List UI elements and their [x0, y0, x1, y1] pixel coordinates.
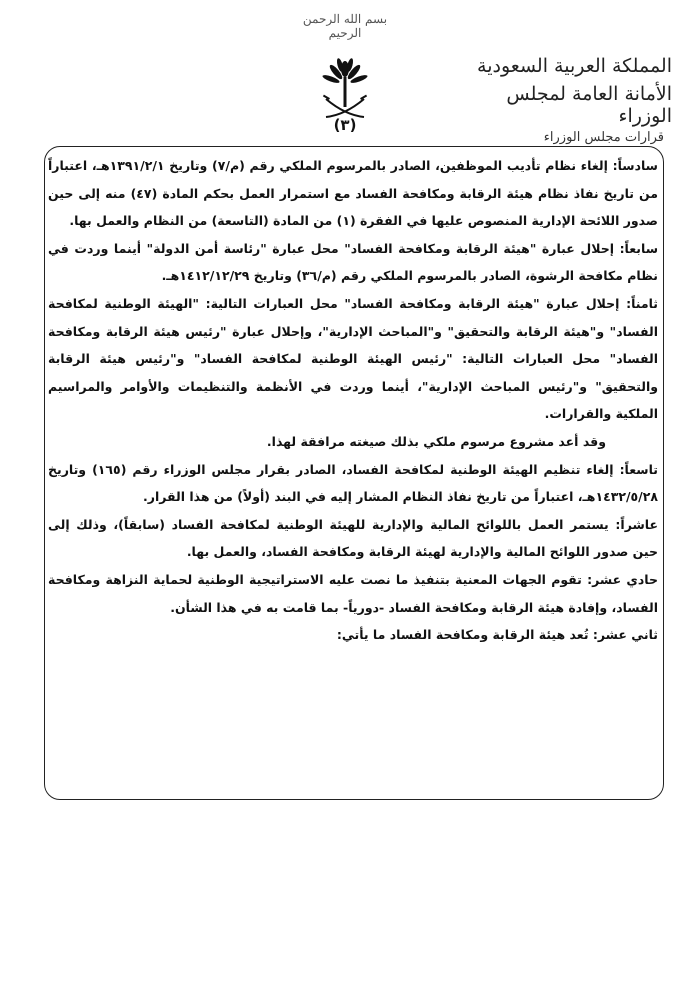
clause-label: حادي عشر:	[587, 571, 658, 587]
clause-text: إلغاء نظام تأديب الموظفين، الصادر بالمرسوم الملكي رقم (م/٧) وتاريخ ١٣٩١/٢/١هـ، اعتباراً من تاريخ نفاذ نظام هيئة الرقابة ومكافحة الفساد مع استمرار العمل بحكم المادة (٤٧) منه إلى حين صدور اللائحة الإدارية المنصوص عليها في الفقرة (١) من المادة (التاسعة) من النظام والعمل بها.	[48, 158, 658, 229]
country-name: المملكة العربية السعودية	[477, 55, 672, 77]
letterhead	[472, 55, 672, 127]
clause-text: تُعد هيئة الرقابة ومكافحة الفساد ما يأتي:	[336, 627, 589, 643]
clause-text: إحلال عبارة "هيئة الرقابة ومكافحة الفساد" محل العبارات التالية: "الهيئة الوطنية لمكافحة الفساد" و"هيئة الرقابة والتحقيق" و"المباحث الإدارية"، وإحلال عبارة "رئيس هيئة الرقابة ومكافحة الفساد" محل العبارات التالية: "رئيس الهيئة الوطنية لمكافحة الفساد" و"رئيس هيئة الرقابة والتحقيق" و"رئيس المباحث الإدارية"، أينما وردت في الأنظمة والتنظيمات والأوامر والمراسيم الملكية والقرارات.	[48, 295, 658, 422]
clause-label: ثامناً:	[626, 295, 658, 311]
clause-label: سابعاً:	[619, 240, 658, 256]
basmala-calligraphy: بسم الله الرحمن الرحيم	[302, 12, 388, 40]
clause-text: إلغاء تنظيم الهيئة الوطنية لمكافحة الفساد، الصادر بقرار مجلس الوزراء رقم (١٦٥) وتاريخ ١٤٣٢/٥/٢٨هـ، اعتباراً من تاريخ نفاذ النظام المشار إليه في البند (أولاً) من هذا القرار.	[48, 461, 658, 505]
clause-text: تقوم الجهات المعنية بتنفيذ ما نصت عليه الاستراتيجية الوطنية لحماية النزاهة ومكافحة الفساد، وإفادة هيئة الرقابة ومكافحة الفساد -دورياً- بما قامت به في هذا الشأن.	[48, 571, 658, 615]
organization-name: الأمانة العامة لمجلس الوزراء	[506, 83, 672, 127]
clause-label: سادساً:	[612, 158, 658, 173]
document-body	[48, 152, 658, 649]
clause-label: عاشراً:	[615, 516, 658, 532]
clause-text: يستمر العمل باللوائح المالية والإدارية للهيئة الوطنية لمكافحة الفساد (سابقاً)، وذلك إلى حين صدور اللوائح المالية والإدارية لهيئة الرقابة ومكافحة الفساد، والعمل بها.	[48, 516, 658, 560]
clause-text: إحلال عبارة "هيئة الرقابة ومكافحة الفساد" محل عبارة "رئاسة أمن الدولة" أينما وردت في نظام مكافحة الرشوة، الصادر بالمرسوم الملكي رقم (م/٣٦) وتاريخ ١٤١٢/١٢/٢٩هـ.	[48, 240, 658, 284]
paragraph-tenth	[48, 511, 658, 566]
clause-text: وقد أعد مشروع مرسوم ملكي بذلك صيغته مرافقة لهذا.	[266, 433, 606, 449]
clause-label: ثاني عشر:	[592, 627, 658, 643]
page-number: (٣)	[333, 116, 357, 134]
clause-label: تاسعاً:	[619, 461, 658, 477]
paragraph-eleventh	[48, 566, 658, 621]
paragraph-eighth	[48, 290, 658, 428]
paragraph-ninth	[48, 456, 658, 511]
section-label: قرارات مجلس الوزراء	[538, 130, 670, 145]
paragraph-twelfth	[48, 621, 658, 649]
paragraph-sixth	[48, 152, 658, 235]
paragraph-seventh	[48, 235, 658, 290]
paragraph-decree-note	[48, 428, 658, 456]
